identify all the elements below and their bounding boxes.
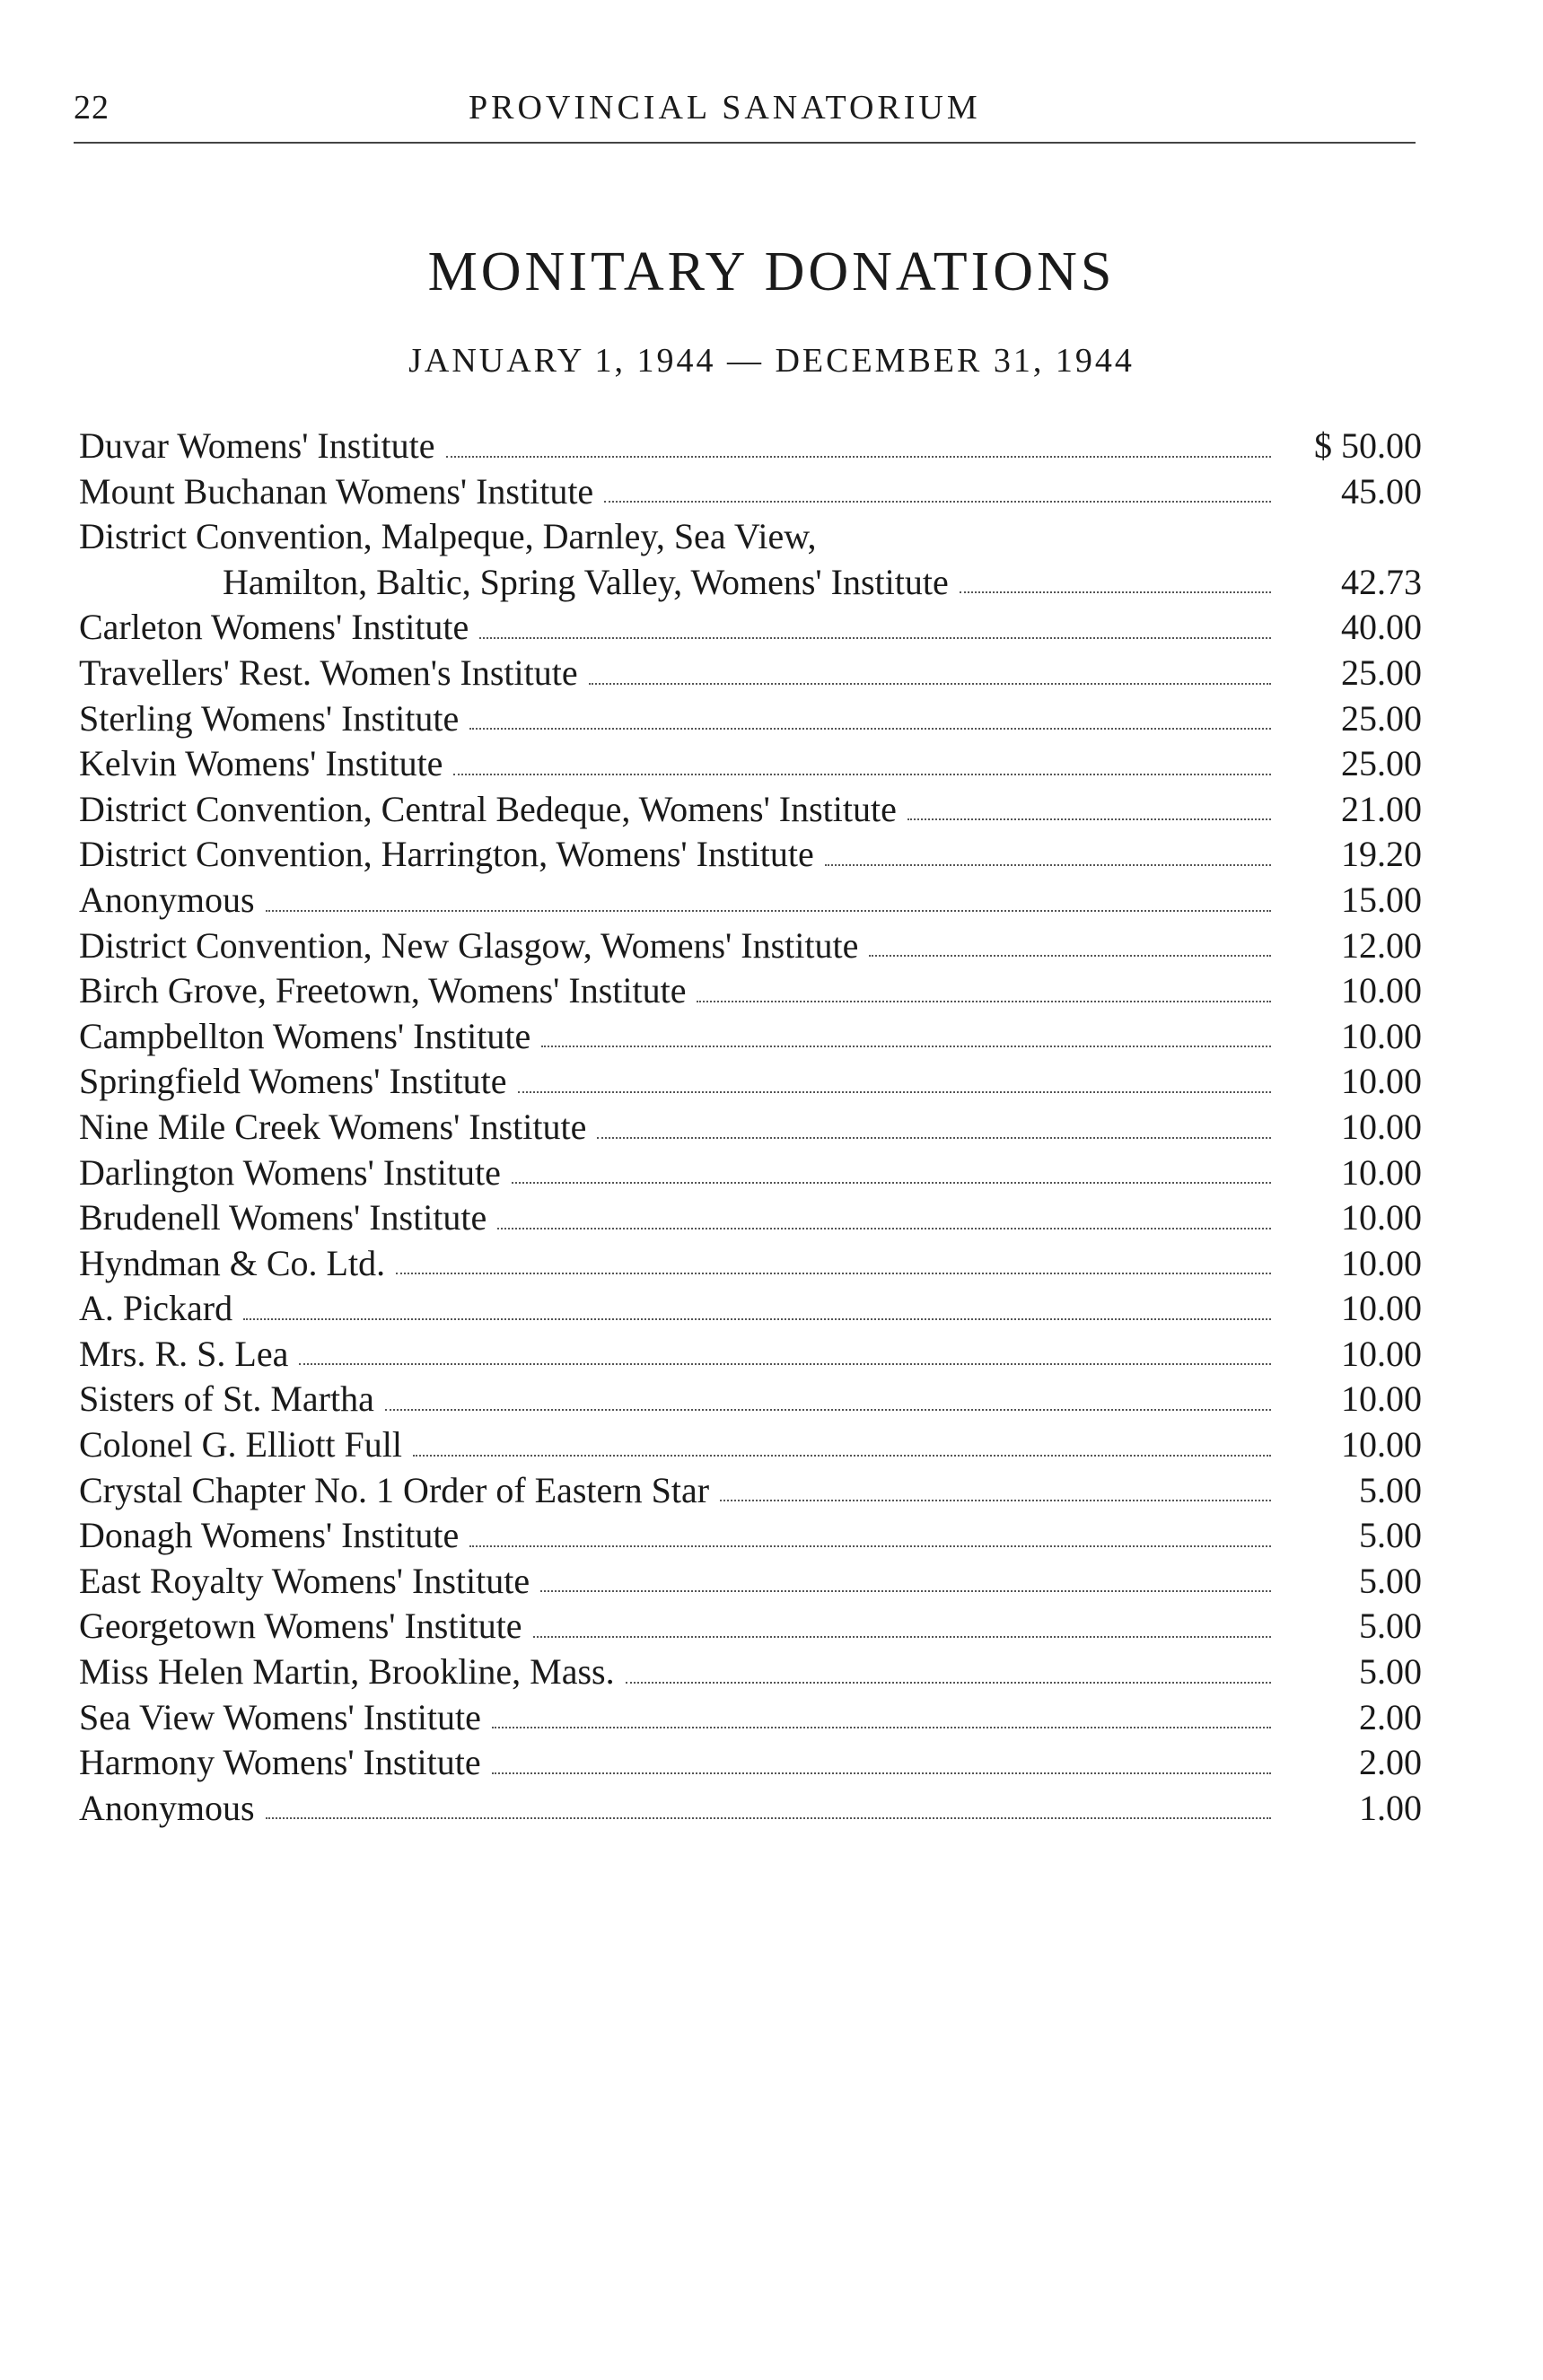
donor-name: Hyndman & Co. Ltd. xyxy=(79,1242,386,1283)
donation-amount: 10.00 xyxy=(1341,1424,1422,1466)
list-item xyxy=(79,1469,1422,1515)
donor-name: Nine Mile Creek Womens' Institute xyxy=(79,1106,587,1147)
donation-amount: 5.00 xyxy=(1359,1606,1422,1647)
dot-leader xyxy=(697,1000,1271,1002)
donor-name: Carleton Womens' Institute xyxy=(79,607,469,648)
donor-name: Sea View Womens' Institute xyxy=(79,1696,481,1737)
dot-leader xyxy=(243,1317,1271,1320)
donation-amount: 25.00 xyxy=(1341,652,1422,693)
running-header xyxy=(74,88,1416,144)
dot-leader xyxy=(720,1499,1271,1501)
dot-leader xyxy=(446,455,1271,458)
donation-amount: 10.00 xyxy=(1341,1333,1422,1374)
donation-amount: $ 50.00 xyxy=(1314,425,1422,466)
list-item xyxy=(79,788,1422,834)
donation-amount: 1.00 xyxy=(1359,1787,1422,1828)
list-item xyxy=(79,1151,1422,1197)
donation-amount: 10.00 xyxy=(1341,970,1422,1011)
list-item xyxy=(79,1605,1422,1650)
list-item xyxy=(79,697,1422,743)
donor-name: Mount Buchanan Womens' Institute xyxy=(79,470,594,512)
donor-name: Harmony Womens' Institute xyxy=(79,1742,481,1783)
donor-name: Georgetown Womens' Institute xyxy=(79,1606,522,1647)
dot-leader xyxy=(541,1045,1271,1047)
donor-name: Donagh Womens' Institute xyxy=(79,1515,460,1556)
page-number: 22 xyxy=(74,89,110,127)
donor-name: Travellers' Rest. Women's Institute xyxy=(79,652,578,693)
donation-amount: 19.20 xyxy=(1341,834,1422,875)
list-item xyxy=(79,1242,1422,1288)
list-item xyxy=(79,1650,1422,1696)
list-item xyxy=(79,1333,1422,1378)
donation-amount: 45.00 xyxy=(1341,470,1422,512)
donor-name: Miss Helen Martin, Brookline, Mass. xyxy=(79,1651,615,1693)
donation-amount: 21.00 xyxy=(1341,788,1422,829)
dot-leader xyxy=(540,1589,1271,1592)
donation-amount: 10.00 xyxy=(1341,1242,1422,1283)
list-item xyxy=(79,1060,1422,1106)
list-item xyxy=(79,1015,1422,1061)
dot-leader xyxy=(266,909,1271,912)
donation-amount: 10.00 xyxy=(1341,1378,1422,1420)
dot-leader xyxy=(479,636,1271,639)
donor-name: Anonymous xyxy=(79,1787,255,1828)
page-title: MONITARY DONATIONS xyxy=(427,241,1116,302)
dot-leader xyxy=(492,1726,1271,1728)
donor-name: Hamilton, Baltic, Spring Valley, Womens' Institute xyxy=(223,561,949,602)
donor-name: Kelvin Womens' Institute xyxy=(79,743,443,784)
dot-leader xyxy=(299,1362,1271,1365)
list-item xyxy=(79,1560,1422,1606)
list-item xyxy=(79,652,1422,697)
list-item xyxy=(79,424,1422,470)
running-title: PROVINCIAL SANATORIUM xyxy=(469,89,981,127)
donation-amount: 10.00 xyxy=(1341,1288,1422,1329)
donation-amount: 10.00 xyxy=(1341,1197,1422,1238)
dot-leader xyxy=(453,773,1271,775)
list-item xyxy=(79,606,1422,652)
donor-name: Duvar Womens' Institute xyxy=(79,425,435,466)
donation-amount: 10.00 xyxy=(1341,1106,1422,1147)
dot-leader xyxy=(469,1544,1271,1547)
dot-leader xyxy=(597,1136,1271,1139)
donor-name: Springfield Womens' Institute xyxy=(79,1061,507,1102)
donor-name: Crystal Chapter No. 1 Order of Eastern Star xyxy=(79,1469,710,1510)
list-item xyxy=(79,1696,1422,1742)
donation-amount: 5.00 xyxy=(1359,1560,1422,1601)
dot-leader xyxy=(869,954,1271,957)
donation-amount: 25.00 xyxy=(1341,743,1422,784)
dot-leader xyxy=(396,1272,1271,1274)
donor-name: District Convention, Harrington, Womens' Institute xyxy=(79,834,814,875)
dot-leader xyxy=(385,1408,1271,1411)
donation-amount: 40.00 xyxy=(1341,607,1422,648)
donation-amount: 15.00 xyxy=(1341,879,1422,920)
donor-name-line1: District Convention, Malpeque, Darnley, Sea View, xyxy=(79,516,817,557)
dot-leader xyxy=(589,682,1271,685)
donation-amount: 12.00 xyxy=(1341,924,1422,966)
list-item xyxy=(79,1741,1422,1787)
donor-name: District Convention, Central Bedeque, Womens' Institute xyxy=(79,788,897,829)
dot-leader xyxy=(266,1816,1271,1819)
donation-amount: 42.73 xyxy=(1341,561,1422,602)
list-item xyxy=(79,924,1422,970)
donor-name: Mrs. R. S. Lea xyxy=(79,1333,289,1374)
list-item xyxy=(79,1287,1422,1333)
list-item xyxy=(79,1787,1422,1833)
donor-name: East Royalty Womens' Institute xyxy=(79,1560,530,1601)
donor-name: District Convention, New Glasgow, Womens' Institute xyxy=(79,924,859,966)
dot-leader xyxy=(960,591,1271,593)
list-item xyxy=(79,561,1422,607)
donor-name: Sisters of St. Martha xyxy=(79,1378,374,1420)
donation-amount: 2.00 xyxy=(1359,1742,1422,1783)
list-item xyxy=(79,742,1422,788)
list-item xyxy=(79,1378,1422,1423)
donation-amount: 5.00 xyxy=(1359,1651,1422,1693)
donations-list xyxy=(79,424,1422,1832)
list-item xyxy=(79,879,1422,924)
dot-leader xyxy=(492,1772,1271,1774)
list-item xyxy=(79,1514,1422,1560)
dot-leader xyxy=(469,727,1271,730)
dot-leader xyxy=(604,500,1271,503)
donor-name: Sterling Womens' Institute xyxy=(79,697,460,739)
list-item xyxy=(79,1106,1422,1151)
donor-name: Colonel G. Elliott Full xyxy=(79,1424,403,1466)
dot-leader xyxy=(518,1090,1271,1093)
dot-leader xyxy=(907,818,1271,820)
list-item xyxy=(79,833,1422,879)
donor-name: Darlington Womens' Institute xyxy=(79,1151,501,1193)
dot-leader xyxy=(825,863,1271,866)
donor-name: Birch Grove, Freetown, Womens' Institute xyxy=(79,970,687,1011)
donor-name: Brudenell Womens' Institute xyxy=(79,1197,487,1238)
list-item xyxy=(79,470,1422,516)
dot-leader xyxy=(413,1454,1271,1457)
dot-leader xyxy=(497,1227,1271,1229)
dot-leader xyxy=(626,1681,1271,1684)
dot-leader xyxy=(533,1635,1271,1638)
list-item xyxy=(79,969,1422,1015)
donation-amount: 25.00 xyxy=(1341,697,1422,739)
donor-name: A. Pickard xyxy=(79,1288,233,1329)
donation-amount: 5.00 xyxy=(1359,1469,1422,1510)
donor-name: Anonymous xyxy=(79,879,255,920)
donation-amount: 2.00 xyxy=(1359,1696,1422,1737)
donor-name: Campbellton Womens' Institute xyxy=(79,1015,531,1056)
donation-amount: 5.00 xyxy=(1359,1515,1422,1556)
list-item xyxy=(79,1423,1422,1469)
dot-leader xyxy=(512,1181,1271,1184)
list-item xyxy=(79,1196,1422,1242)
list-item-first-line xyxy=(79,515,1422,561)
date-range-subtitle: JANUARY 1, 1944 — DECEMBER 31, 1944 xyxy=(408,342,1135,380)
donation-amount: 10.00 xyxy=(1341,1061,1422,1102)
donation-amount: 10.00 xyxy=(1341,1015,1422,1056)
donation-amount: 10.00 xyxy=(1341,1151,1422,1193)
